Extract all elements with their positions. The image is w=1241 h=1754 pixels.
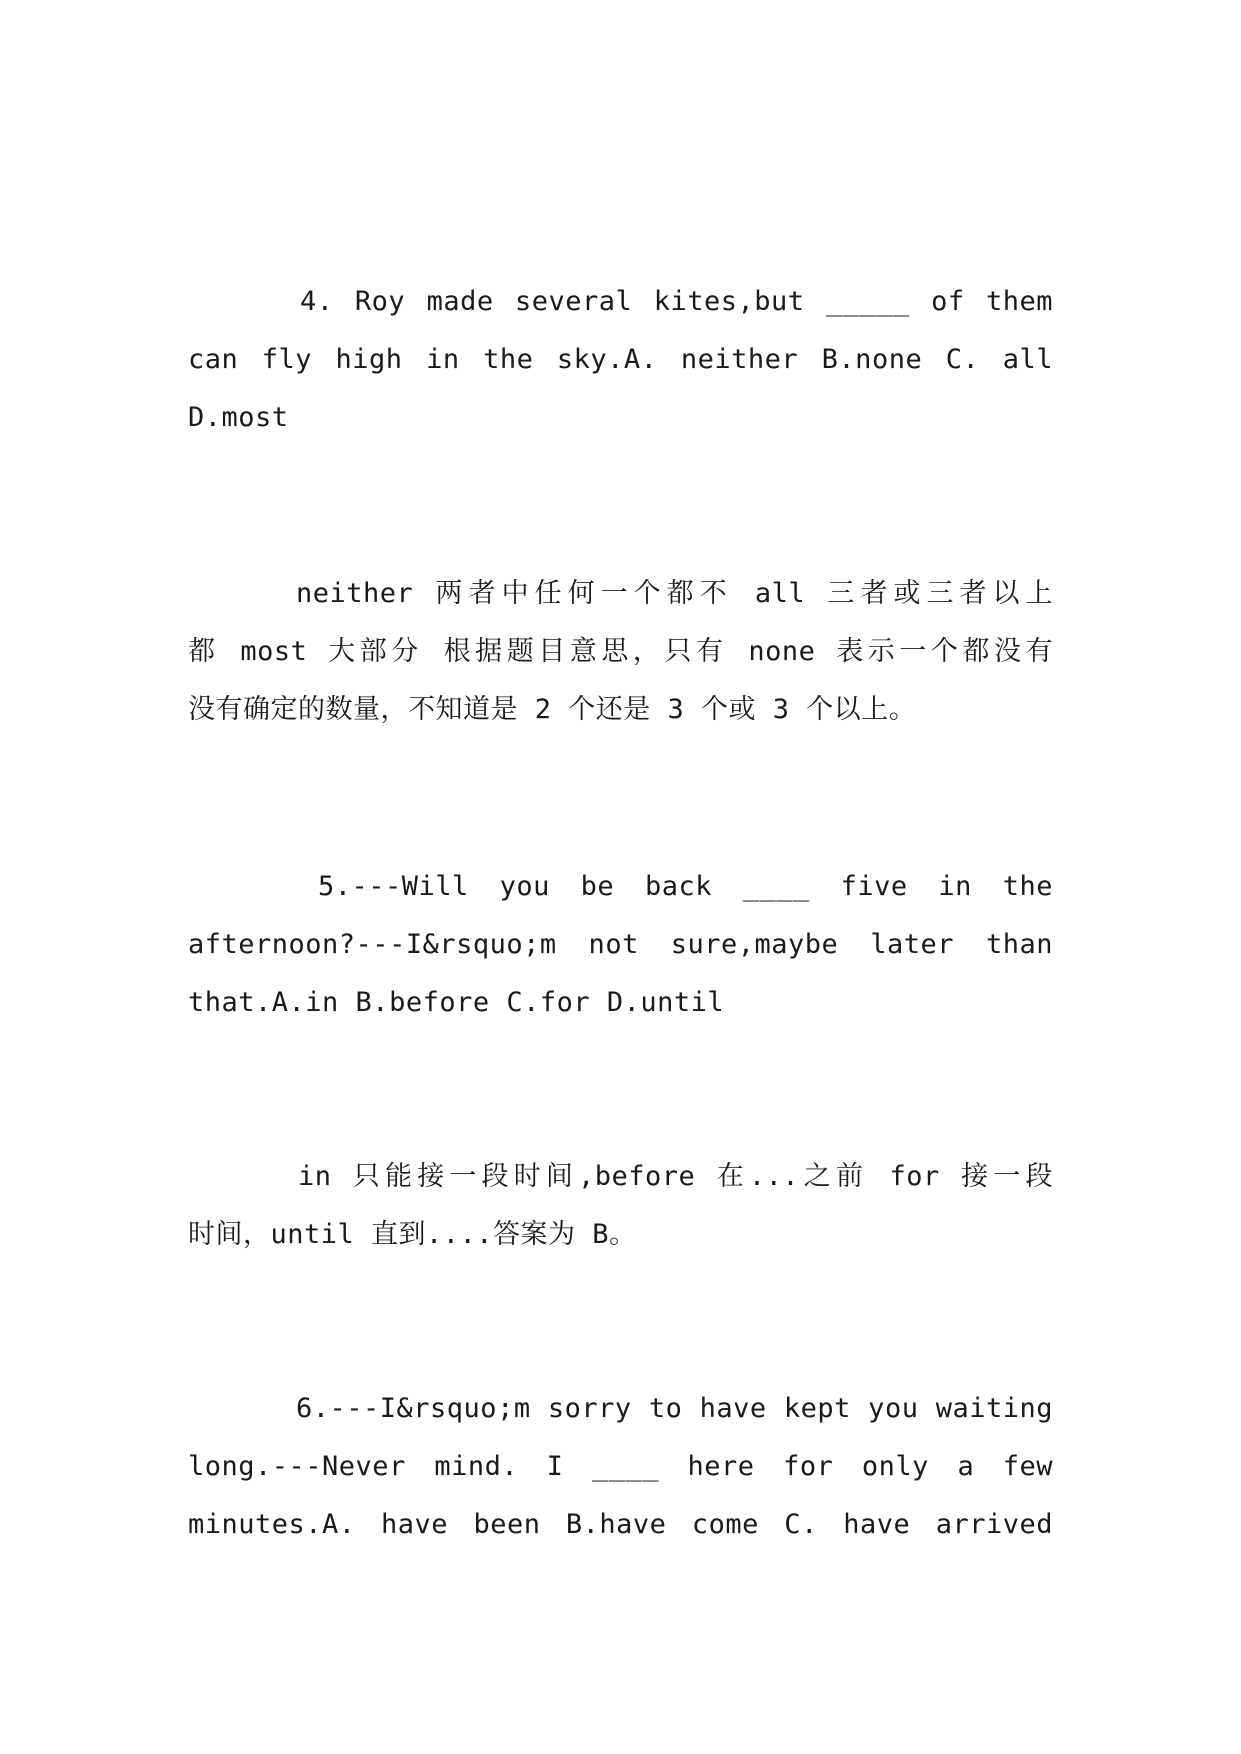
question-4-explanation-line-3: 没有确定的数量，不知道是 2 个还是 3 个或 3 个以上。 <box>188 694 917 725</box>
question-4-line-1: 4. Roy made several kites,but _____ of them <box>300 286 1053 317</box>
question-6-line-1: 6.---I&rsquo;m sorry to have kept you waiting <box>296 1393 1053 1424</box>
question-4-explanation-line-2: 都 most 大部分 根据题目意思，只有 none 表示一个都没有 <box>188 636 1053 667</box>
question-4-line-3: D.most <box>188 402 289 433</box>
question-5-explanation-line-1: in 只能接一段时间,before 在...之前 for 接一段 <box>298 1161 1053 1192</box>
question-4-line-2: can fly high in the sky.A. neither B.none C. all <box>188 344 1053 375</box>
question-5-line-3: that.A.in B.before C.for D.until <box>188 987 725 1018</box>
question-5 <box>188 858 1053 1032</box>
question-5-explanation-line-2: 时间，until 直到....答案为 B。 <box>188 1219 637 1250</box>
question-4-explanation <box>188 565 1053 739</box>
question-6-line-3: minutes.A. have been B.have come C. have arrived <box>188 1509 1053 1540</box>
question-5-line-2: afternoon?---I&rsquo;m not sure,maybe later than <box>188 929 1053 960</box>
question-5-line-1: 5.---Will you be back ____ five in the <box>318 871 1053 902</box>
question-5-explanation <box>188 1148 1053 1264</box>
question-4 <box>188 273 1053 447</box>
question-6 <box>188 1380 1053 1554</box>
question-6-line-2: long.---Never mind. I ____ here for only a few <box>188 1451 1053 1482</box>
question-4-explanation-line-1: neither 两者中任何一个都不 all 三者或三者以上 <box>296 578 1053 609</box>
